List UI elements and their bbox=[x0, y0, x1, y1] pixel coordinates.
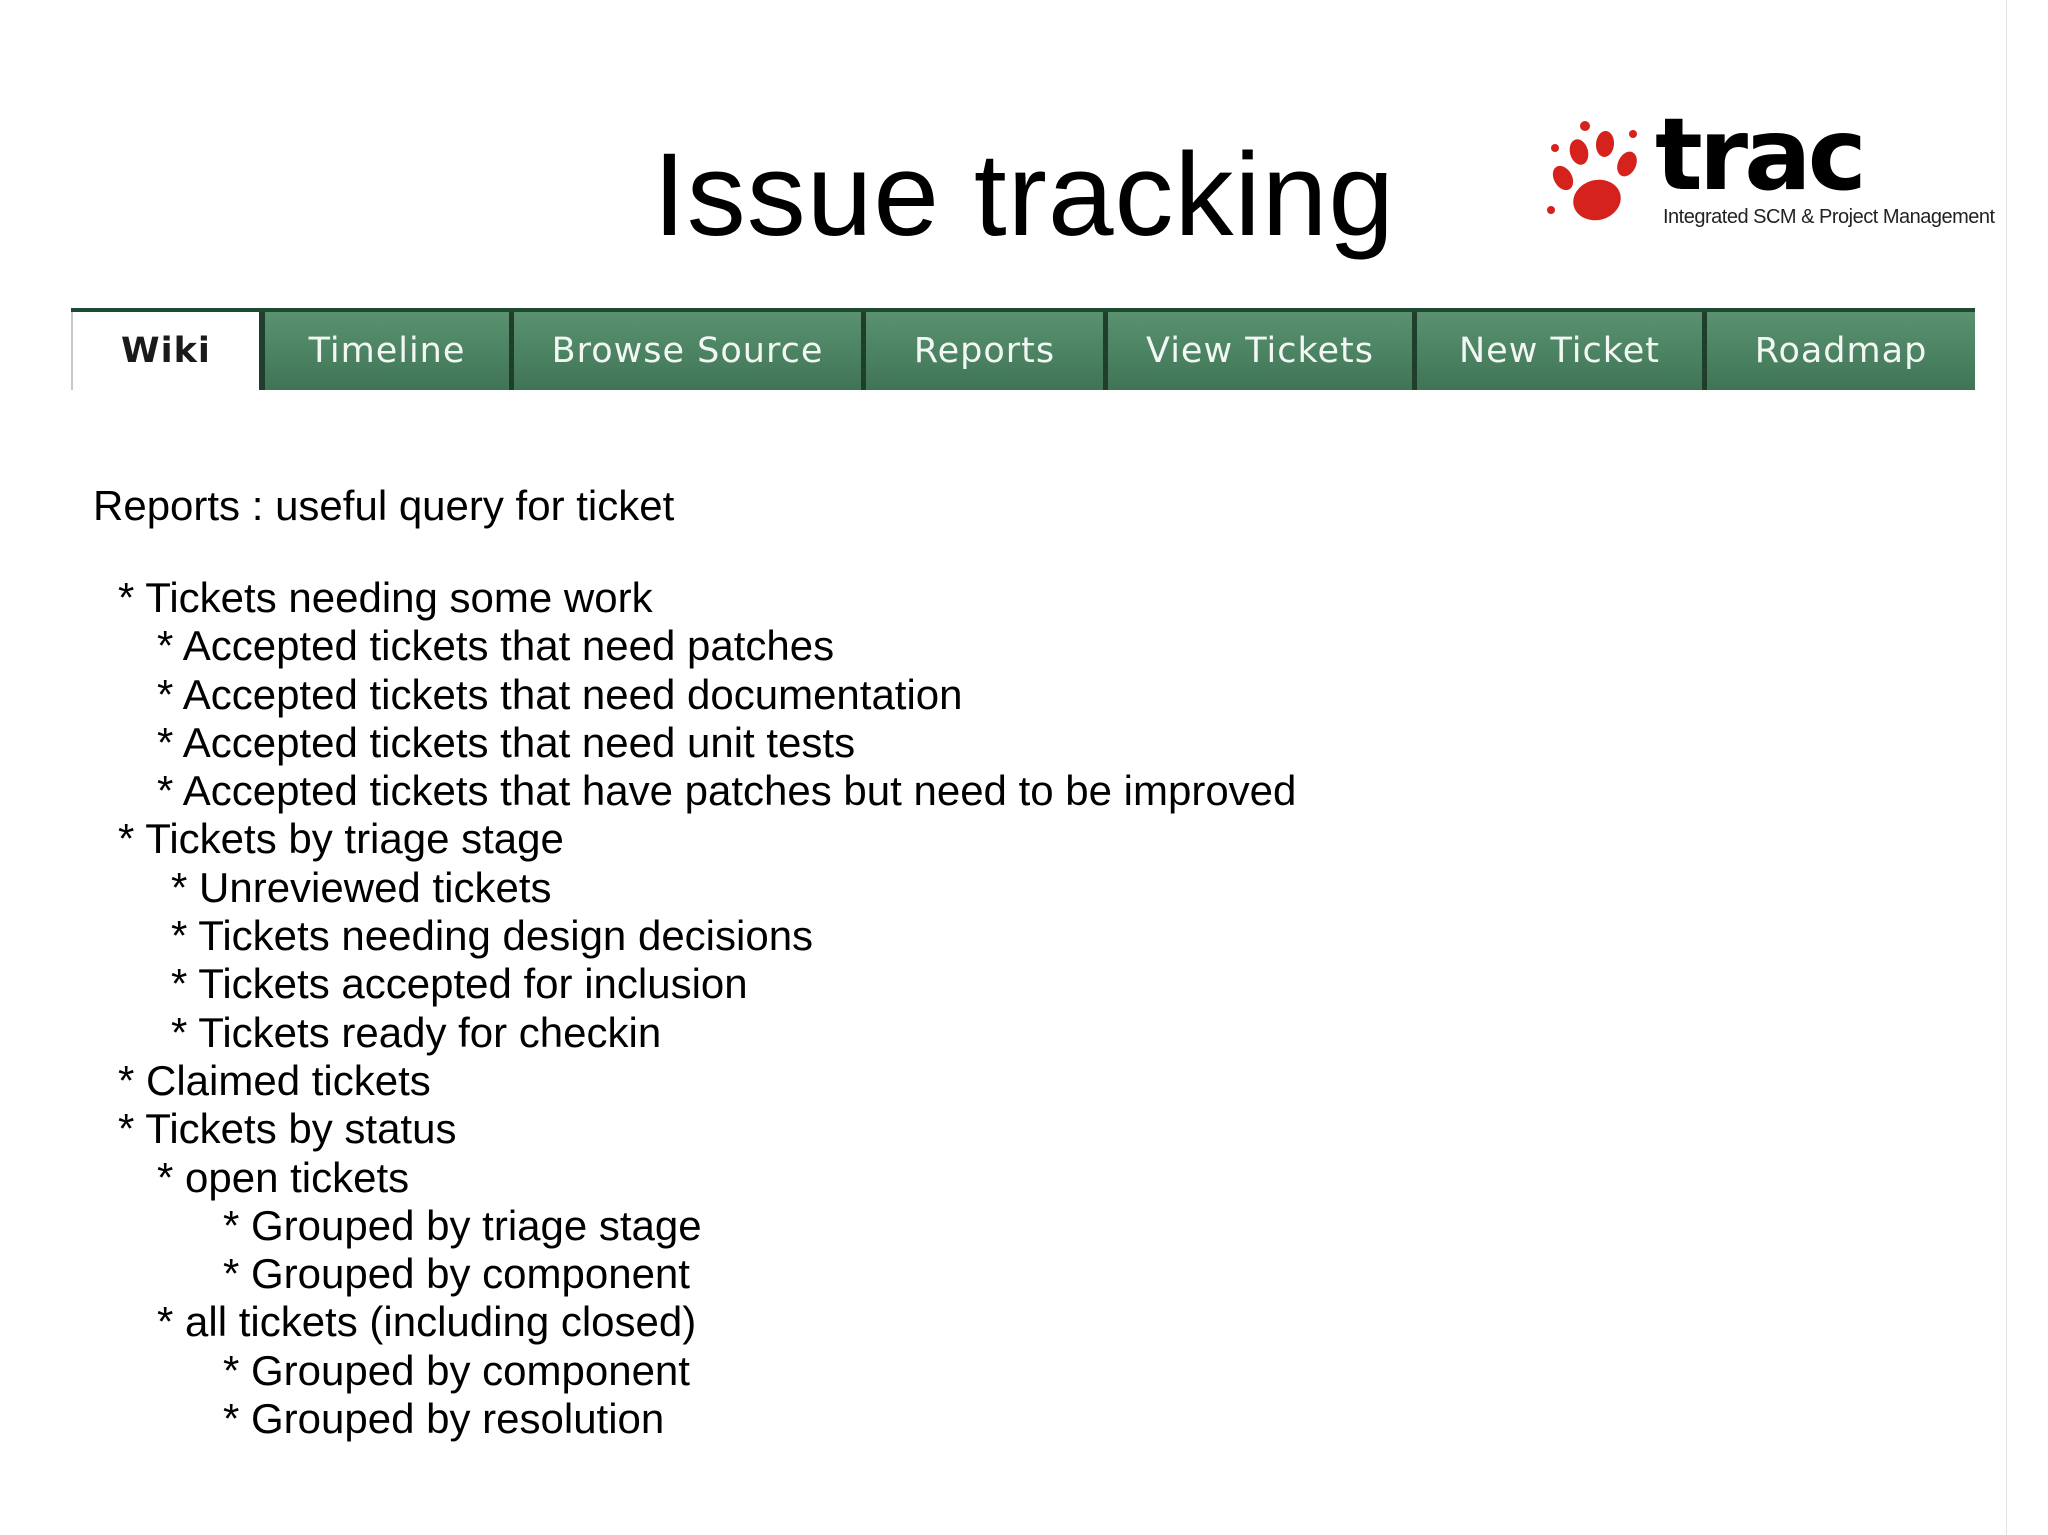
report-list bbox=[93, 574, 1793, 1443]
main-navigation bbox=[71, 308, 1975, 390]
trac-logo bbox=[1545, 96, 1995, 238]
list-item: * all tickets (including closed) bbox=[157, 1298, 697, 1346]
list-item: * Grouped by resolution bbox=[223, 1395, 665, 1443]
list-item: * Tickets ready for checkin bbox=[171, 1008, 662, 1056]
tab-new-ticket[interactable]: New Ticket bbox=[1417, 312, 1707, 390]
paw-icon bbox=[1545, 118, 1640, 233]
list-item: * Tickets accepted for inclusion bbox=[171, 960, 748, 1008]
tab-reports[interactable]: Reports bbox=[866, 312, 1108, 390]
list-item: * Unreviewed tickets bbox=[171, 863, 552, 911]
tab-roadmap[interactable]: Roadmap bbox=[1707, 312, 1975, 390]
list-item: * open tickets bbox=[157, 1153, 410, 1201]
list-item: * Accepted tickets that need patches bbox=[157, 622, 835, 670]
list-item: * Tickets needing some work bbox=[118, 574, 653, 621]
list-item: * Accepted tickets that need documentation bbox=[157, 670, 963, 718]
list-item: * Grouped by triage stage bbox=[223, 1201, 702, 1249]
tab-timeline[interactable]: Timeline bbox=[265, 312, 514, 390]
list-item: * Grouped by component bbox=[223, 1346, 690, 1394]
tab-browse-source[interactable]: Browse Source bbox=[514, 312, 866, 390]
logo-wordmark: trac bbox=[1655, 96, 1863, 213]
content-heading: Reports : useful query for ticket bbox=[93, 482, 675, 529]
list-item: * Tickets by triage stage bbox=[118, 815, 564, 863]
tab-wiki[interactable]: Wiki bbox=[71, 312, 265, 390]
tab-view-tickets[interactable]: View Tickets bbox=[1108, 312, 1417, 390]
list-item: * Tickets needing design decisions bbox=[171, 912, 814, 960]
list-item: * Accepted tickets that have patches but need to be improved bbox=[157, 767, 1297, 815]
slide-edge-line bbox=[2006, 0, 2007, 1535]
list-item: * Claimed tickets bbox=[118, 1056, 431, 1104]
slide-content bbox=[93, 478, 1793, 1443]
list-item: * Accepted tickets that need unit tests bbox=[157, 718, 856, 766]
list-item: * Tickets by status bbox=[118, 1105, 457, 1153]
slide-title: Issue tracking bbox=[653, 129, 1395, 261]
list-item: * Grouped by component bbox=[223, 1250, 690, 1298]
logo-tagline: Integrated SCM & Project Management bbox=[1663, 206, 1995, 228]
